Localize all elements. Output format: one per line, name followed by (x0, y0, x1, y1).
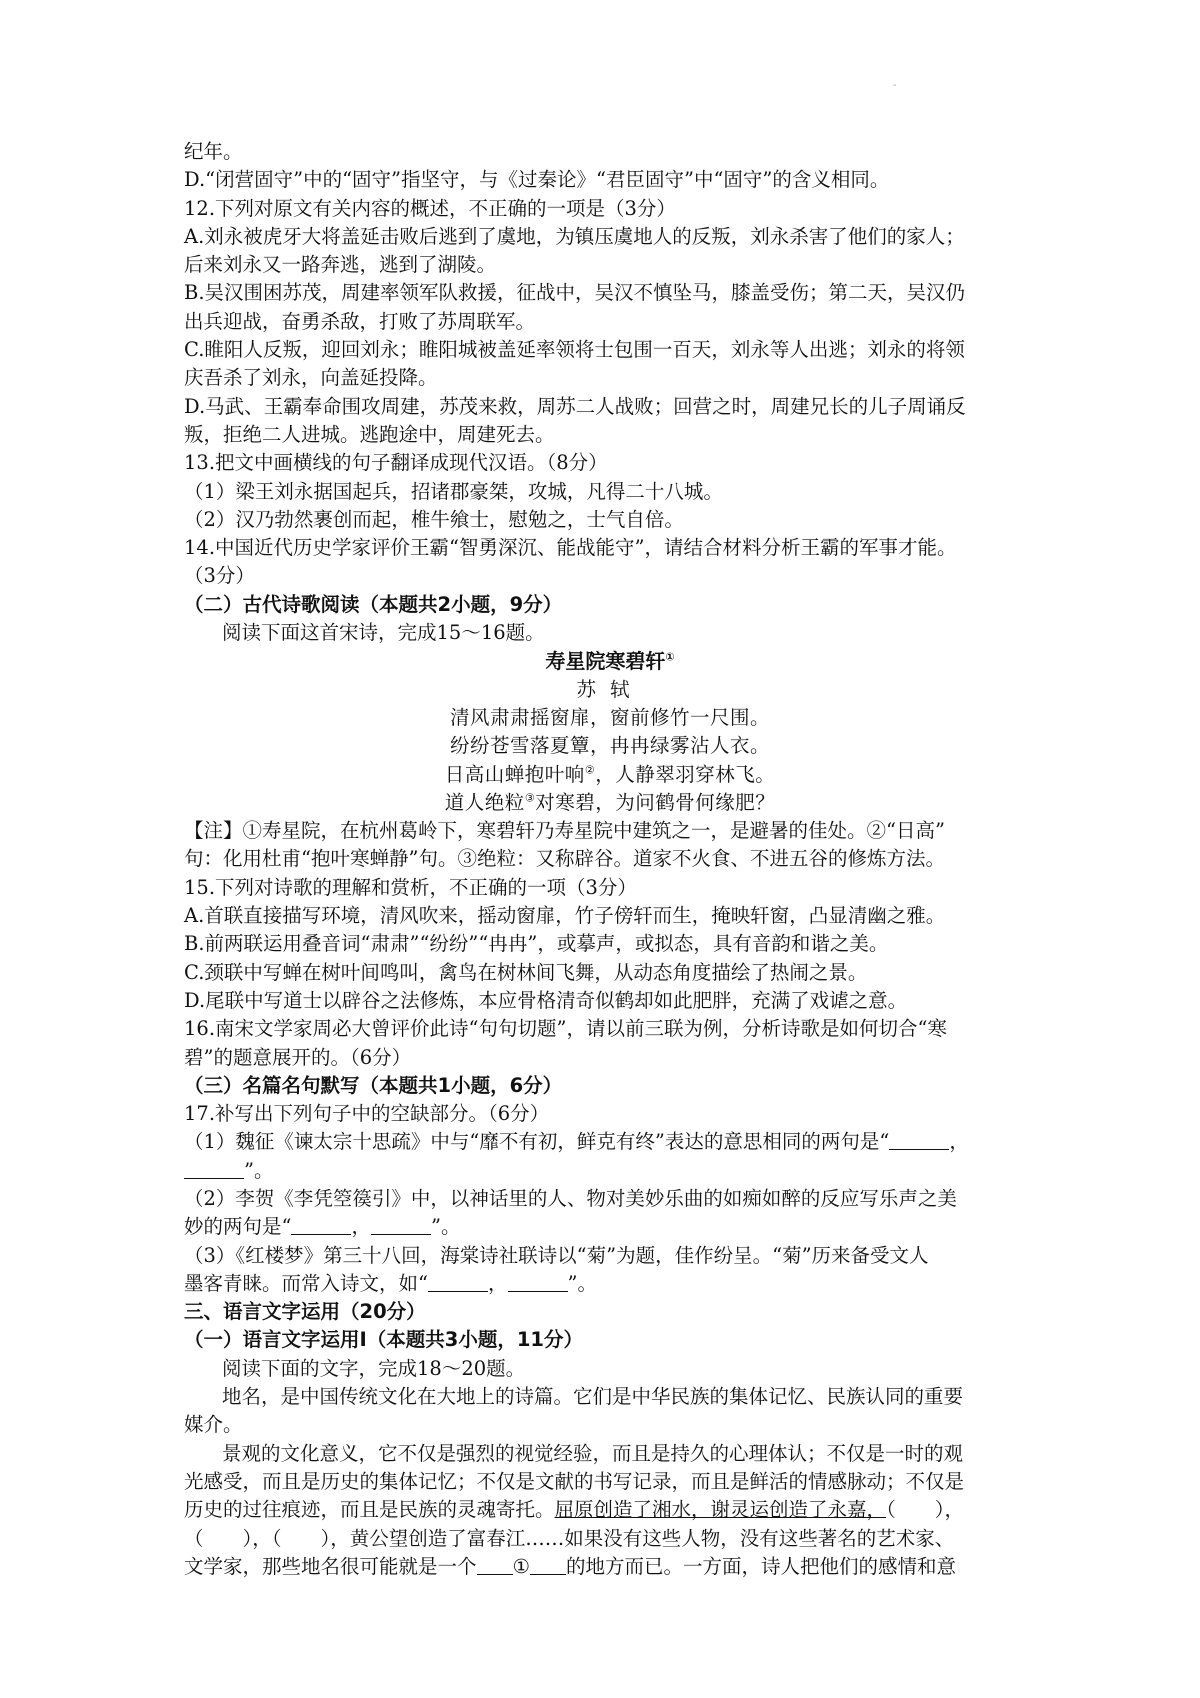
option-d-line: D.“闭营固守”中的“固守”指坚守，与《过秦论》“君臣固守”中“固守”的含义相同。 (184, 168, 890, 192)
part-heading: 三、语言文字运用（20分） (184, 1300, 426, 1324)
answer-blank[interactable] (889, 1131, 949, 1150)
answer-blank[interactable] (477, 1556, 513, 1575)
page-corner-mark: - (893, 80, 897, 91)
question-14: 14.中国近代历史学家评价王霸“智勇深沉、能战能守”，请结合材料分析王霸的军事才能。 (184, 536, 957, 560)
poem-line: 道人绝粒③对寒碧，为问鹤骨何缘肥？ (444, 790, 776, 814)
text-line: 庆吾杀了刘永，向盖延投降。 (184, 366, 438, 390)
option-c-line: C.颈联中写蝉在树叶间鸣叫，禽鸟在树林间飞舞，从动态角度描绘了热闹之景。 (184, 960, 868, 984)
fill-blank-line: 墨客青睐。而常入诗文，如“ ， ”。 (184, 1271, 597, 1295)
text-line: 纪年。 (184, 140, 243, 163)
sub-question: （1）梁王刘永据国起兵，招诸郡豪桀，攻城，凡得二十八城。 (184, 479, 723, 503)
text-line: （2）李贺《李凭箜篌引》中，以神话里的人、物对美妙乐曲的如痴如醉的反应写乐声之美 (184, 1186, 957, 1210)
passage-line: 地名，是中国传统文化在大地上的诗篇。它们是中华民族的集体记忆、民族认同的重要 (222, 1385, 964, 1409)
passage-line: 光感受，而且是历史的集体记忆；不仅是文献的书写记录，而且是鲜活的情感脉动；不仅是 (184, 1469, 965, 1493)
sub-question: （2）汉乃勃然裹创而起，椎牛飨士，慰勉之，士气自倍。 (184, 507, 684, 531)
question-16: 16.南宋文学家周必大曾评价此诗“句句切题”，请以前三联为例，分析诗歌是如何切合“寒 (184, 1017, 947, 1041)
question-12: 12.下列对原文有关内容的概述，不正确的一项是（3分） (184, 196, 676, 220)
poem-note: 句：化用杜甫“抱叶寒蝉静”句。③绝粒：又称辟谷。道家不火食、不进五谷的修炼方法。 (184, 847, 945, 871)
text-line: 出兵迎战，奋勇杀敌，打败了苏周联军。 (184, 309, 536, 333)
question-15: 15.下列对诗歌的理解和赏析，不正确的一项（3分） (184, 875, 637, 899)
fill-blank-line: ”。 (184, 1157, 1036, 1185)
option-d-line: D.马武、王霸奉命围攻周建，苏茂来救，周苏二人战败；回营之时，周建兄长的儿子周诵反 (184, 394, 966, 418)
passage-line: （ ），（ ），黄公望创造了富春江……如果没有这些人物，没有这些著名的艺术家、 (184, 1526, 955, 1550)
answer-blank[interactable] (291, 1216, 351, 1235)
underlined-sentence: 屈原创造了湘水，谢灵运创造了永嘉， (554, 1498, 887, 1522)
poem-line: 清风肃肃摇窗扉，窗前修竹一尺围。 (449, 705, 770, 729)
instruction-line: 阅读下面的文字，完成18～20题。 (222, 1356, 526, 1380)
section-heading: （一）语言文字运用Ⅰ（本题共3小题，11分） (184, 1328, 583, 1352)
poem-author: 苏轼 (576, 677, 644, 701)
instruction-line: 阅读下面这首宋诗，完成15～16题。 (222, 621, 545, 645)
passage-line: 媒介。 (184, 1413, 243, 1437)
option-a-line: A.刘永被虎牙大将盖延击败后逃到了虞地，为镇压虞地人的反叛，刘永杀害了他们的家人； (184, 224, 965, 248)
poem-note: 【注】①寿星院，在杭州葛岭下，寒碧轩乃寿星院中建筑之一，是避暑的佳处。②“日高” (184, 819, 945, 843)
passage-line: 历史的过往痕迹，而且是民族的灵魂寄托。屈原创造了湘水，谢灵运创造了永嘉，（ ）， (184, 1498, 965, 1522)
text-line: 后来刘永又一路奔逃，逃到了湖陵。 (184, 253, 497, 277)
answer-blank[interactable] (530, 1556, 566, 1575)
answer-blank[interactable] (508, 1273, 568, 1292)
option-b-line: B.吴汉围困苏茂，周建率领军队救援，征战中，吴汉不慎坠马，膝盖受伤；第二天，吴汉仍 (184, 281, 966, 305)
passage-line: 文学家，那些地名很可能就是一个 ① 的地方而已。一方面，诗人把他们的感情和意 (184, 1554, 957, 1578)
poem-line: 日高山蝉抱叶响②，人静翠羽穿林飞。 (444, 762, 776, 786)
option-a-line: A.首联直接描写环境，清风吹来，摇动窗扉，竹子傍轩而生，掩映轩窗，凸显清幽之雅。 (184, 904, 946, 928)
option-b-line: B.前两联运用叠音词“肃肃”“纷纷”“冉冉”，或摹声，或拟态，具有音韵和谐之美。 (184, 932, 889, 956)
answer-blank[interactable] (428, 1273, 488, 1292)
document-page (184, 138, 1036, 1581)
footnote-mark: ③ (524, 791, 536, 805)
footnote-mark: ② (584, 763, 596, 777)
section-heading: （二）古代诗歌阅读（本题共2小题，9分） (184, 592, 563, 616)
blank-number: ① (512, 1554, 530, 1578)
text-line: （3分） (184, 564, 255, 588)
fill-blank-line: （1）魏征《谏太宗十思疏》中与“靡不有初，鲜克有终”表达的意思相同的两句是“ ， (184, 1130, 969, 1154)
fill-blank-line: 妙的两句是“ ， ”。 (184, 1215, 461, 1239)
poem-title: 寿星院寒碧轩① (545, 649, 675, 674)
text-line: 叛，拒绝二人进城。逃跑途中，周建死去。 (184, 422, 555, 446)
option-c-line: C.睢阳人反叛，迎回刘永；睢阳城被盖延率领将士包围一百天，刘永等人出逃；刘永的将领 (184, 338, 965, 362)
answer-blank[interactable] (184, 1160, 244, 1179)
text-line: 碧”的题意展开的。（6分） (184, 1045, 412, 1069)
question-17: 17.补写出下列句子中的空缺部分。（6分） (184, 1102, 550, 1126)
option-d-line: D.尾联中写道士以辟谷之法修炼，本应骨格清奇似鹤却如此肥胖，充满了戏谑之意。 (184, 988, 908, 1012)
section-heading: （三）名篇名句默写（本题共1小题，6分） (184, 1073, 563, 1097)
poem-line: 纷纷苍雪落夏簟，冉冉绿雾沾人衣。 (449, 734, 770, 758)
question-13: 13.把文中画横线的句子翻译成现代汉语。（8分） (184, 451, 608, 475)
passage-line: 景观的文化意义，它不仅是强烈的视觉经验，而且是持久的心理体认；不仅是一时的观 (222, 1441, 964, 1465)
answer-blank[interactable] (371, 1216, 431, 1235)
text-line: （3）《红楼梦》第三十八回，海棠诗社联诗以“菊”为题，佳作纷呈。“菊”历来备受文人 (184, 1243, 929, 1267)
footnote-mark: ① (665, 650, 675, 664)
